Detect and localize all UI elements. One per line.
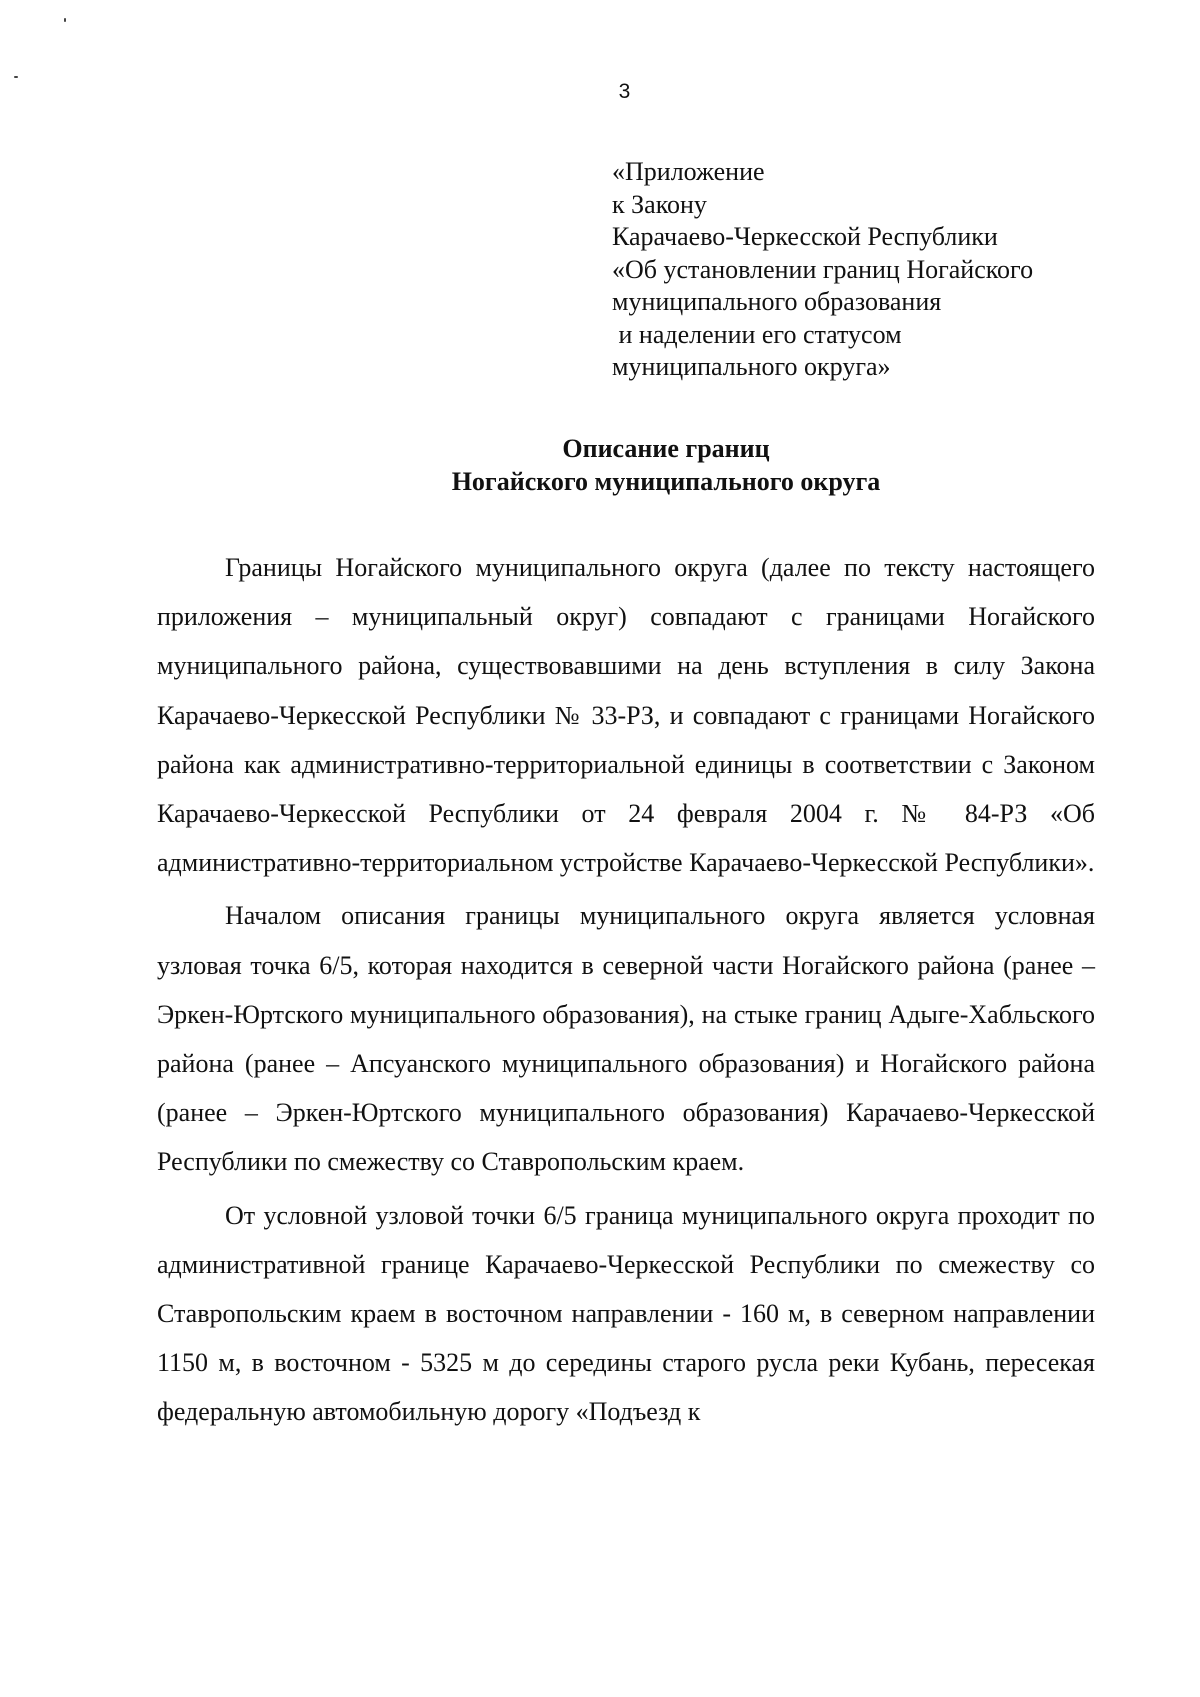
scan-speck — [64, 18, 66, 22]
body-paragraph: От условной узловой точки 6/5 граница муниципального округа проходит по административной границе Карачаево-Черкесской Республики по смежеству со Ставропольским краем в восточном направлении - 160 м, в северном направлении 1150 м, в восточном - 5325 м до середины старого русла реки Кубань, пересекая федеральную автомобильную дорогу «Подъезд к — [157, 1200, 1095, 1427]
page-number: 3 — [618, 80, 631, 103]
appendix-line: муниципального округа» — [612, 352, 891, 381]
title-line: Описание границ — [562, 434, 770, 463]
document-body — [157, 543, 1095, 1441]
appendix-line: «Об установлении границ Ногайского — [612, 254, 1034, 284]
appendix-line: муниципального образования — [612, 287, 942, 316]
appendix-header — [612, 156, 1132, 384]
appendix-line: «Приложение — [612, 157, 765, 186]
title-line: Ногайского муниципального округа — [451, 467, 881, 496]
appendix-line: и наделении его статусом — [612, 319, 902, 349]
document-title — [0, 432, 1200, 498]
body-paragraph: Началом описания границы муниципального округа является условная узловая точка 6/5, которая находится в северной части Ногайского района (ранее – Эркен-Юртского муниципального образования), на стыке границ Адыге-Хабльского района (ранее – Апсуанского муниципального образования) и Ногайского района (ранее – Эркен-Юртского муниципального образования) Карачаево-Черкесской Республики по смежеству со Ставропольским краем. — [157, 901, 1095, 1177]
body-paragraph: Границы Ногайского муниципального округа (далее по тексту настоящего приложения – муниципальный округ) совпадают с границами Ногайского муниципального района, существовавшими на день вступления в силу Закона Карачаево-Черкесской Республики № 33-РЗ, и совпадают с границами Ногайского района как административно-территориальной единицы в соответствии с Законом Карачаево-Черкесской Республики от 24 февраля 2004 г. № 84-РЗ «Об административно-территориальном устройстве Карачаево-Черкесской Республики». — [157, 553, 1095, 878]
scan-speck — [14, 76, 18, 78]
appendix-line: Карачаево-Черкесской Республики — [612, 222, 998, 251]
appendix-line: к Закону — [612, 189, 707, 219]
